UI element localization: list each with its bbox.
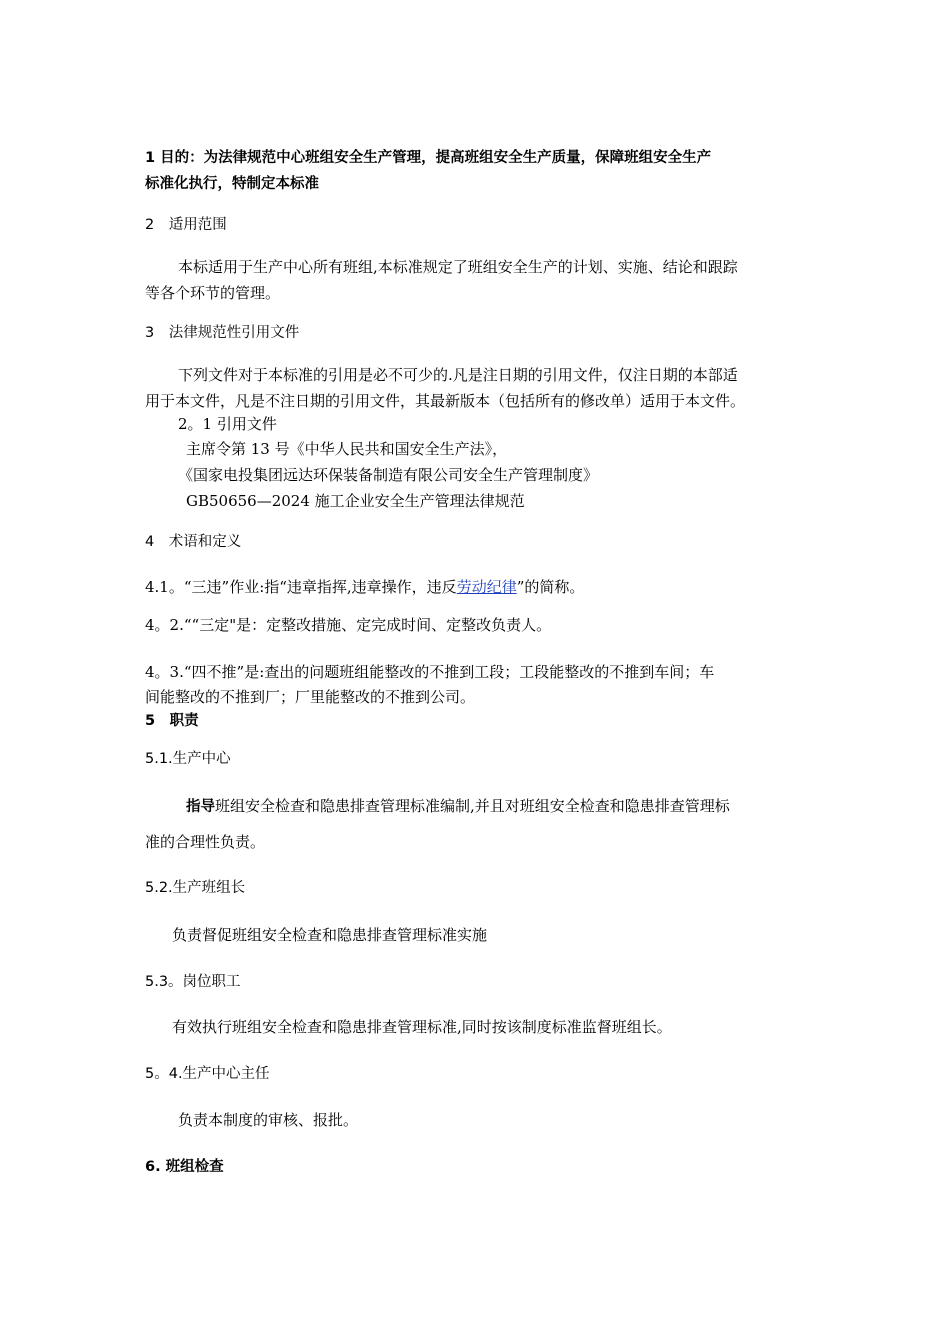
definition-1: [145, 577, 584, 597]
responsibility-4-body: 负责本制度的审核、报批。: [178, 1111, 359, 1129]
section-6-heading: 6. 班组检查: [145, 1159, 224, 1175]
section-5-heading: 5 职责: [145, 713, 199, 729]
guidance-bold-text: 指导: [186, 799, 215, 815]
scope-line-1: 本标适用于生产中心所有班组,本标准规定了班组安全生产的计划、实施、结论和跟踪: [178, 258, 738, 276]
responsibility-3-heading: 5.3。岗位职工: [145, 974, 241, 990]
references-subheading: 2。1 引用文件: [178, 415, 277, 433]
definition-3-line-1: 4。3.“四不推”是:查出的问题班组能整改的不推到工段；工段能整改的不推到车间；车: [145, 663, 715, 681]
reference-item: 《国家电投集团远达环保装备制造有限公司安全生产管理制度》: [178, 466, 599, 484]
responsibility-2-body: 负责督促班组安全检查和隐患排查管理标准实施: [172, 926, 488, 944]
responsibility-1-line-2: 准的合理性负责。: [145, 833, 266, 851]
normative-line-2: 用于本文件，凡是不注日期的引用文件，其最新版本（包括所有的修改单）适用于本文件。: [145, 392, 746, 410]
section-4-heading: 4 术语和定义: [145, 534, 242, 550]
reference-item: 主席令第 13 号《中华人民共和国安全生产法》，: [186, 440, 508, 458]
purpose-line-1: 1 目的：为法律规范中心班组安全生产管理，提高班组安全生产质量，保障班组安全生产: [145, 150, 712, 166]
purpose-line-2: 标准化执行，特制定本标准: [145, 176, 319, 192]
responsibility-1-text: 班组安全检查和隐患排查管理标准编制,并且对班组安全检查和隐患排查管理标: [215, 797, 730, 815]
scope-line-2: 等各个环节的管理。: [145, 284, 281, 302]
definition-1-suffix: ”的简称。: [516, 578, 585, 596]
responsibility-3-body: 有效执行班组安全检查和隐患排查管理标准,同时按该制度标准监督班组长。: [172, 1018, 672, 1036]
responsibility-4-heading: 5。4.生产中心主任: [145, 1066, 270, 1082]
section-2-heading: 2 适用范围: [145, 217, 227, 233]
reference-item: GB50656—2024 施工企业安全生产管理法律规范: [186, 492, 525, 510]
definition-2: 4。2.““三定"是：定整改措施、定完成时间、定整改负责人。: [145, 616, 552, 634]
responsibility-2-heading: 5.2.生产班组长: [145, 880, 246, 896]
definition-3-line-2: 间能整改的不推到厂；厂里能整改的不推到公司。: [145, 688, 476, 706]
normative-line-1: 下列文件对于本标准的引用是必不可少的.凡是注日期的引用文件，仅注日期的本部适: [178, 366, 738, 384]
responsibility-1-line-1: [186, 796, 730, 817]
responsibility-1-heading: 5.1.生产中心: [145, 751, 231, 767]
definition-1-text: 4.1。“三违”作业:指“违章指挥,违章操作，违反: [145, 578, 457, 596]
section-3-heading: 3 法律规范性引用文件: [145, 325, 300, 341]
labor-discipline-link[interactable]: 劳动纪律: [456, 578, 517, 596]
